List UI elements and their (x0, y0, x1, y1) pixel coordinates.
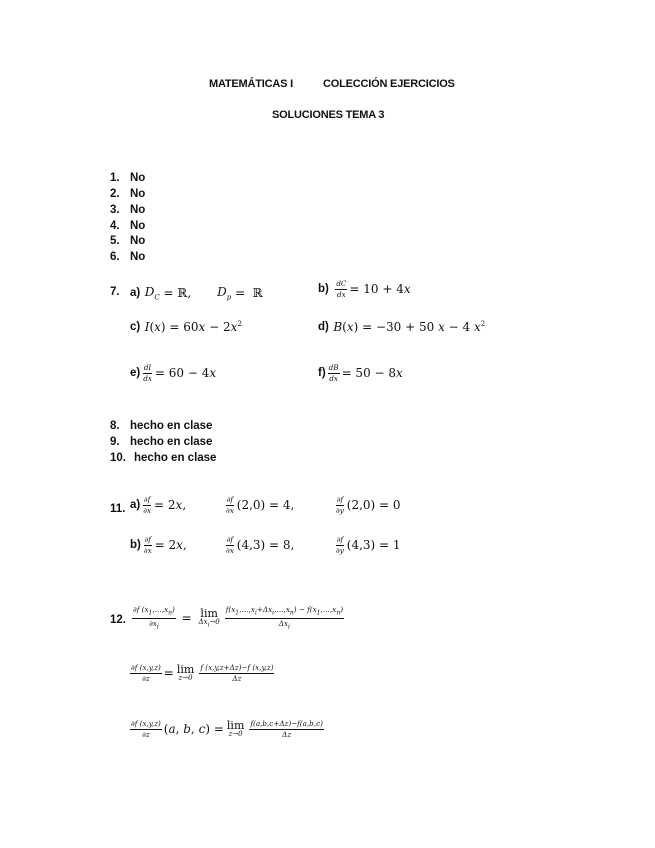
answer-number-5: 5. (110, 235, 120, 247)
q7-number: 7. (110, 286, 120, 298)
answer-text-10: hecho en clase (134, 452, 217, 464)
q7a-formula: a) $D_C$ = ℝ, $D_p$ = ℝ (130, 284, 263, 302)
answer-number-9: 9. (110, 436, 120, 448)
answer-text-3: No (130, 204, 146, 216)
answer-text-1: No (130, 172, 146, 184)
q11a-partial-y-value: $\frac{\partial f}{\partial y}$ (2,0) = 0 (336, 495, 401, 515)
answer-text-9: hecho en clase (130, 436, 213, 448)
q11a-partial-x-value: $\frac{\partial f}{\partial x}$ (2,0) = 4, (226, 495, 295, 515)
q11-number: 11. (110, 503, 126, 515)
answer-number-8: 8. (110, 420, 120, 432)
answer-text-2: No (130, 188, 146, 200)
q11a-formula: a) $\frac{\partial f}{\partial x}$ = 2x, (130, 495, 187, 515)
answer-number-3: 3. (110, 204, 120, 216)
q7e-formula: e) $\frac{dI}{dx}$ = 60 − 4x (130, 363, 217, 383)
q11b-partial-y-value: $\frac{\partial f}{\partial y}$ (4,3) = 1 (336, 535, 401, 555)
answer-text-4: No (130, 220, 146, 232)
q12-partial-definition: $\frac{\partial f (x_1,\dots,x_n)}{\partial x_i}$ = lim $\Delta x_i\to 0$ $\frac{f(x_1,\dots,x_i+\Delta x_i,\dots,x_n) - f(x_1,\dots,x_n)}{\Delta x_i}$ (133, 605, 343, 631)
answer-number-1: 1. (110, 172, 120, 184)
collection-title: COLECCIÓN EJERCICIOS (323, 78, 455, 90)
q12-partial-z-at-point: $\frac{\partial f (x,y,z)}{\partial z}$ (a, b, c) = lim z→0 $\frac{f(a,b,c+\Delta z)-f(a,b,c)}{\Delta z}$ (131, 719, 323, 739)
answer-text-8: hecho en clase (130, 420, 213, 432)
answer-number-2: 2. (110, 188, 120, 200)
course-title: MATEMÁTICAS I (209, 78, 293, 90)
q7d-formula: d) B(x) = −30 + 50 x − 4 $x^2$ (318, 320, 486, 334)
page-subtitle: SOLUCIONES TEMA 3 (272, 109, 385, 121)
answer-number-6: 6. (110, 251, 120, 263)
q12-partial-z-definition: $\frac{\partial f (x,y,z)}{\partial z}$ = lim z→0 $\frac{f (x,y,z+\Delta z)-f (x,y,z)}{\Delta z}$ (131, 663, 274, 683)
q7c-formula: c) $I(x) = 60x - 2x^2$ (130, 320, 242, 334)
q7b-formula: b) $\frac{dC}{dx}$ = 10 + 4x (318, 279, 411, 299)
answer-text-6: No (130, 251, 146, 263)
q12-number: 12. (110, 614, 126, 626)
q7f-formula: f) $\frac{dB}{dx}$ = 50 − 8x (318, 363, 403, 383)
q11b-partial-x-value: $\frac{\partial f}{\partial x}$ (4,3) = 8, (226, 535, 295, 555)
q11b-formula: b) $\frac{\partial f}{\partial x}$ = 2x, (130, 535, 187, 555)
answer-number-4: 4. (110, 220, 120, 232)
answer-number-10: 10. (110, 452, 126, 464)
answer-text-5: No (130, 235, 146, 247)
